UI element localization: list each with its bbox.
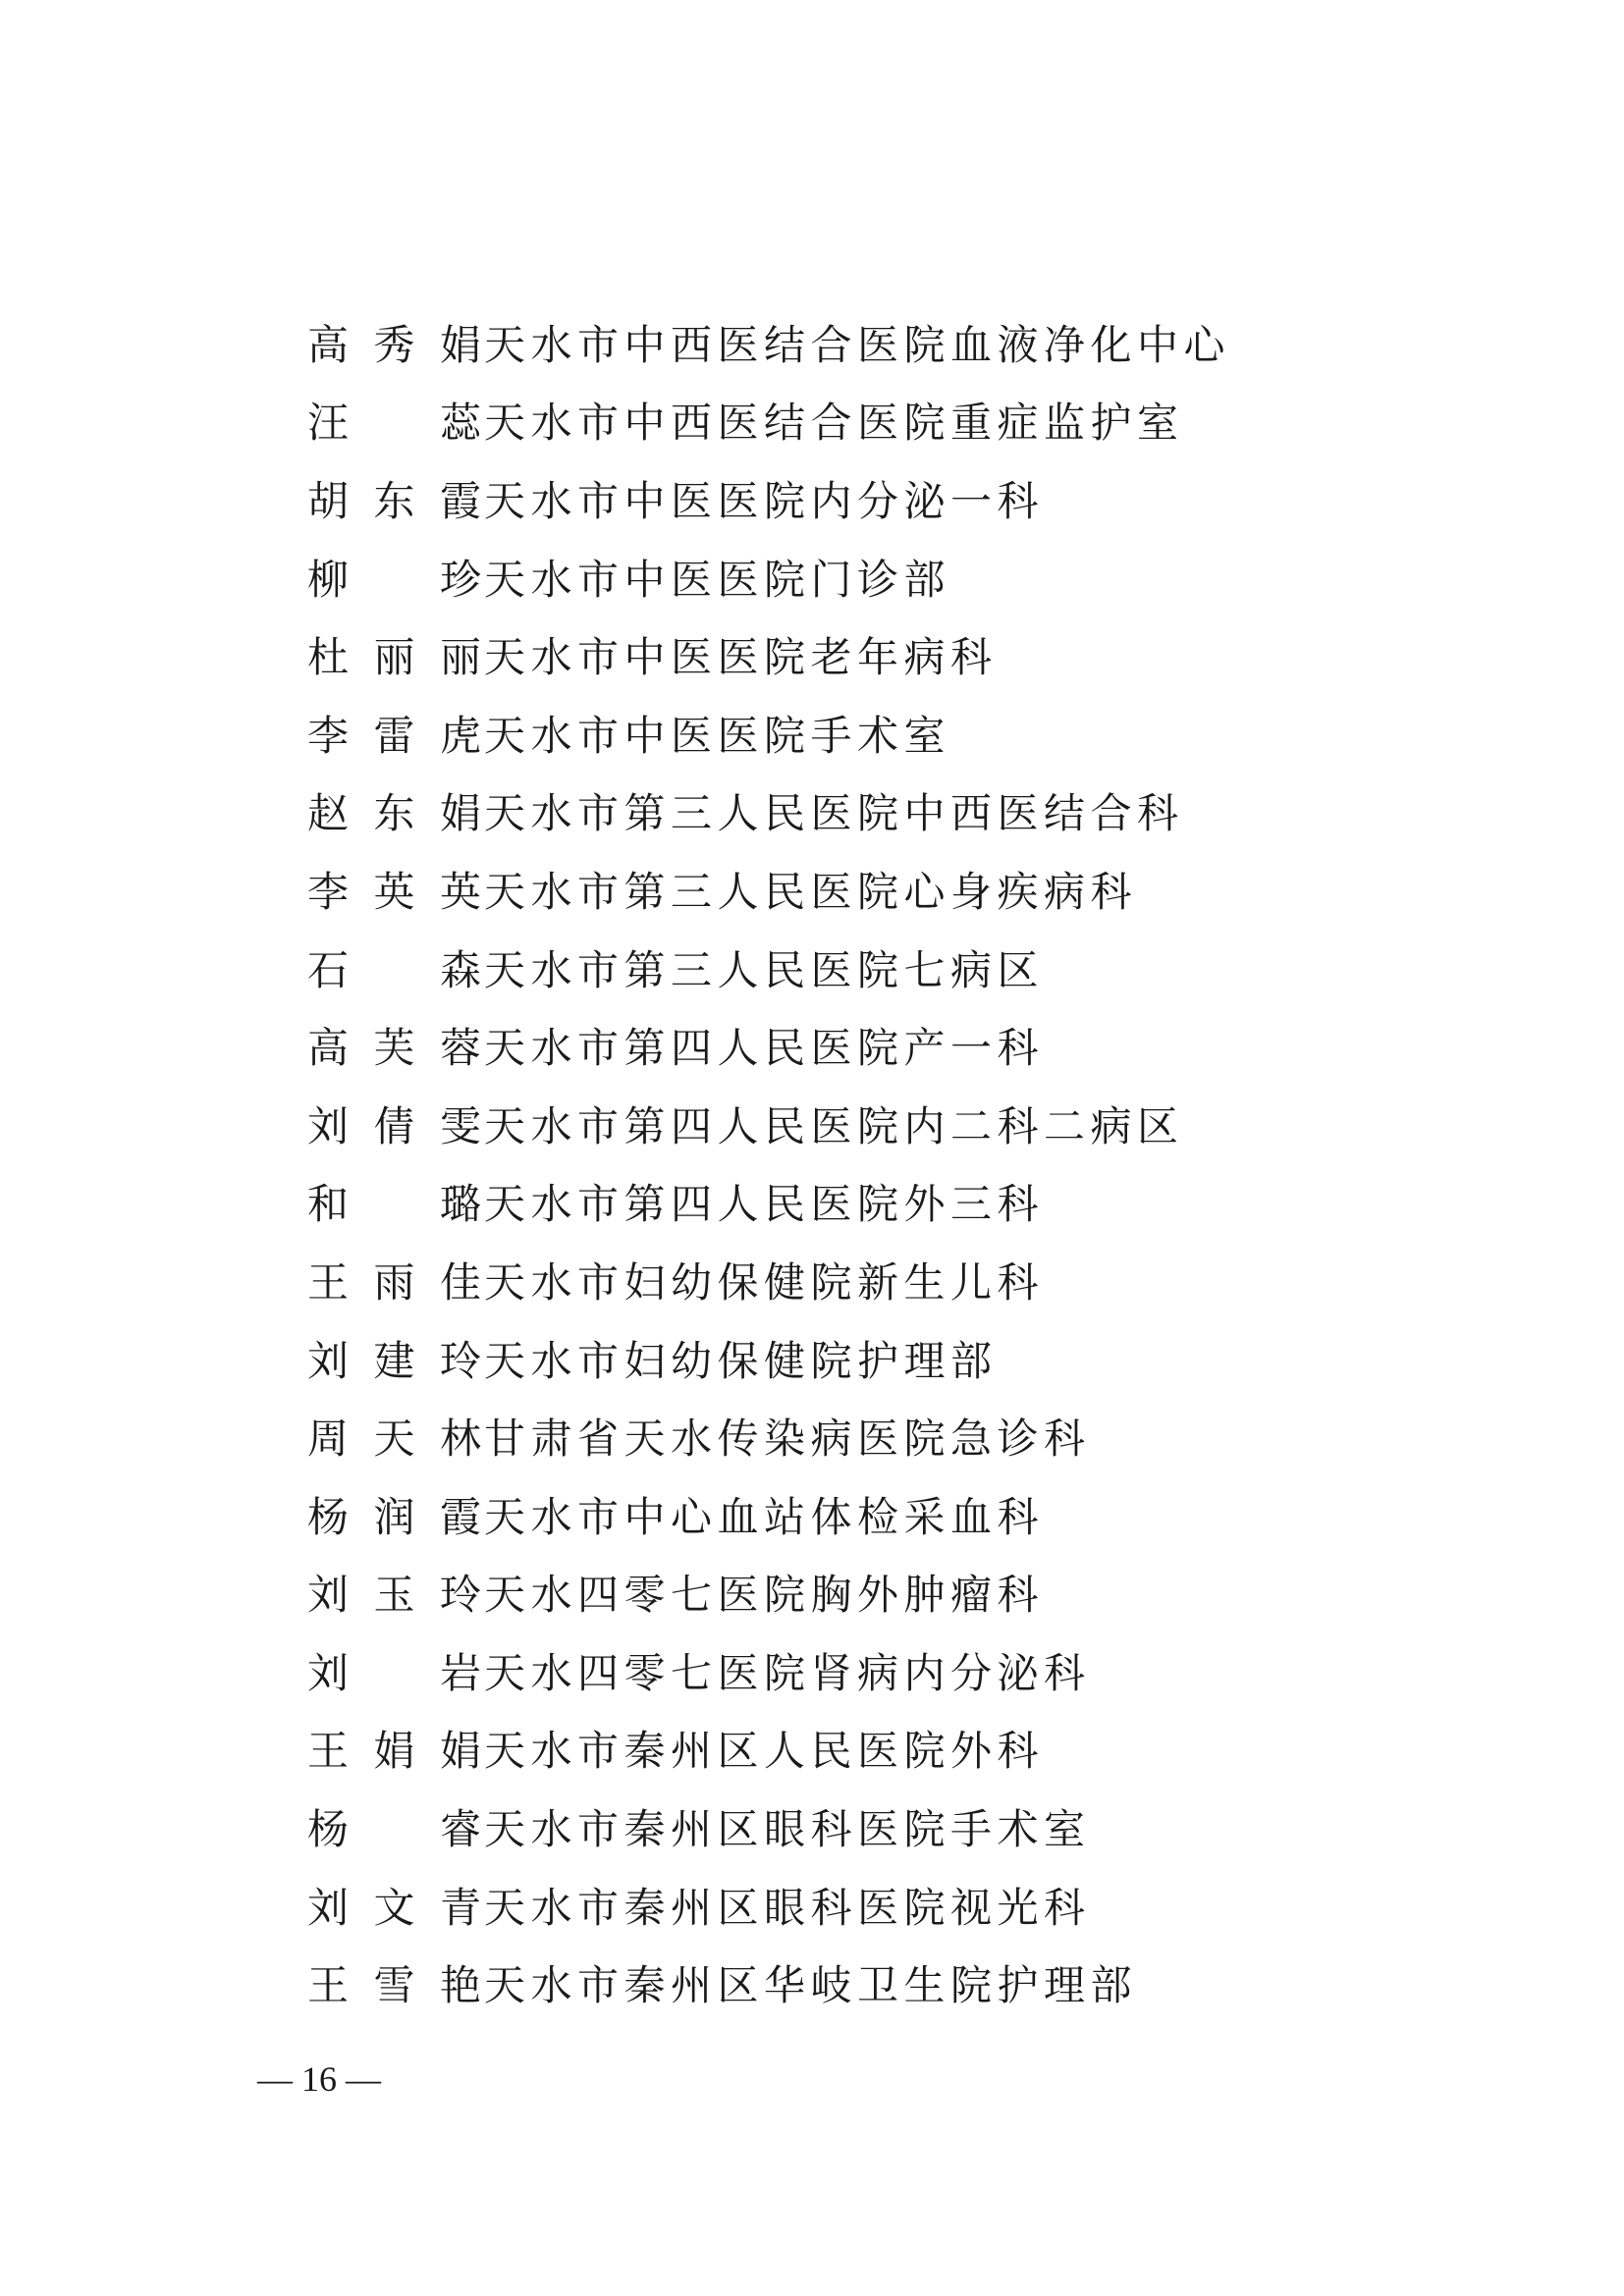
list-item [307,1634,1387,1713]
work-unit: 天水市第四人民医院外三科 [484,1180,1045,1229]
list-item [307,853,1387,932]
work-unit: 天水市秦州区眼科医院手术室 [484,1805,1091,1854]
person-name: 刘玉玲 [307,1571,484,1620]
list-item [307,1478,1387,1557]
list-item [307,385,1387,463]
work-unit: 天水市中西医结合医院血液净化中心 [484,320,1231,369]
work-unit: 天水四零七医院肾病内分泌科 [484,1648,1091,1697]
list-item [307,1947,1387,2025]
list-item [307,306,1387,385]
work-unit: 天水市秦州区眼科医院视光科 [484,1883,1091,1932]
person-name: 刘倩雯 [307,1101,484,1150]
work-unit: 天水市妇幼保健院护理部 [484,1336,998,1385]
work-unit: 天水市秦州区华岐卫生院护理部 [484,1961,1138,2010]
person-name: 周天林 [307,1415,484,1464]
person-name: 杜丽丽 [307,633,484,682]
person-name: 高芙蓉 [307,1024,484,1073]
person-name: 李英英 [307,867,484,916]
work-unit: 天水市妇幼保健院新生儿科 [484,1257,1045,1307]
list-item [307,1322,1387,1401]
work-unit: 天水市第四人民医院内二科二病区 [484,1101,1184,1150]
list-item [307,932,1387,1010]
person-name: 胡东霞 [307,476,484,525]
person-name: 石 森 [307,945,484,994]
list-item [307,1790,1387,1869]
work-unit: 甘肃省天水传染病医院急诊科 [484,1415,1091,1464]
work-unit: 天水市中心血站体检采血科 [484,1492,1045,1541]
list-item [307,775,1387,854]
work-unit: 天水市第三人民医院中西医结合科 [484,789,1184,838]
list-item [307,618,1387,697]
person-name: 李雷虎 [307,711,484,760]
work-unit: 天水市第四人民医院产一科 [484,1024,1045,1073]
list-item [307,697,1387,775]
list-item [307,1088,1387,1166]
person-name: 柳 珍 [307,555,484,604]
person-name: 王雪艳 [307,1961,484,2010]
person-name: 赵东娟 [307,789,484,838]
list-item [307,462,1387,541]
list-item [307,1557,1387,1635]
work-unit: 天水市中医医院老年病科 [484,633,998,682]
person-name: 王雨佳 [307,1257,484,1307]
person-name: 王娟娟 [307,1727,484,1776]
work-unit: 天水市第三人民医院七病区 [484,945,1045,994]
list-item [307,1244,1387,1322]
person-name: 刘建玲 [307,1336,484,1385]
work-unit: 天水市中医医院手术室 [484,711,951,760]
page-number: — 16 — [257,2059,381,2099]
list-item [307,541,1387,619]
person-name: 刘 岩 [307,1648,484,1697]
work-unit: 天水市中西医结合医院重症监护室 [484,399,1184,448]
person-name: 杨 睿 [307,1805,484,1854]
work-unit: 天水市第三人民医院心身疾病科 [484,867,1138,916]
person-name: 刘文青 [307,1883,484,1932]
work-unit: 天水市中医医院门诊部 [484,555,951,604]
work-unit: 天水市中医医院内分泌一科 [484,476,1045,525]
honoree-list [307,306,1387,2025]
person-name: 高秀娟 [307,320,484,369]
list-item [307,1009,1387,1088]
person-name: 和 璐 [307,1180,484,1229]
list-item [307,1869,1387,1948]
person-name: 杨润霞 [307,1492,484,1541]
list-item [307,1400,1387,1478]
work-unit: 天水市秦州区人民医院外科 [484,1727,1045,1776]
list-item [307,1166,1387,1245]
work-unit: 天水四零七医院胸外肿瘤科 [484,1571,1045,1620]
person-name: 汪 蕊 [307,399,484,448]
list-item [307,1713,1387,1791]
